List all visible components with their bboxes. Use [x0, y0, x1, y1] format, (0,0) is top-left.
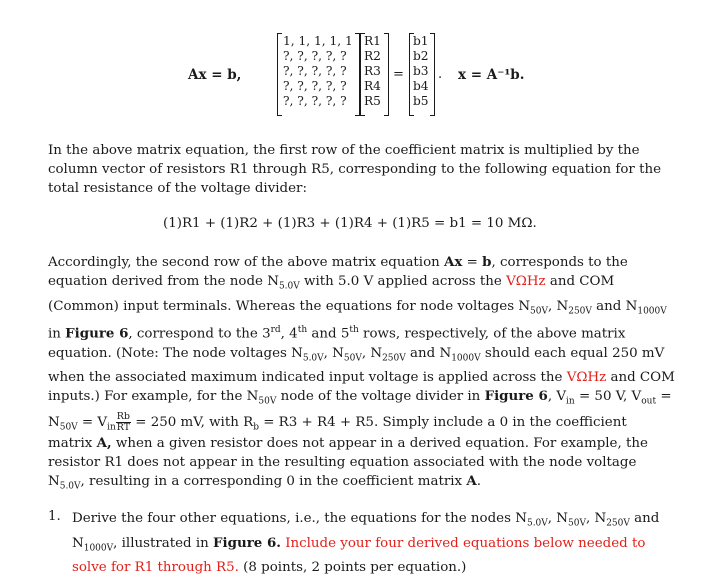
- b-entry: b5: [413, 94, 429, 108]
- vohz-terminal-label: VΩHz: [566, 370, 607, 386]
- question-number: 1.: [48, 509, 61, 524]
- coeff-row: ?, ?, ?, ?, ?: [283, 64, 347, 78]
- question-text: [72, 509, 682, 577]
- matrix-period: .: [438, 67, 443, 82]
- text-line: Derive the four other equations, i.e., the equations for the nodes $N_{5.0V}$, $N_{50V}$, $N_{250V}$ and: [72, 511, 660, 529]
- vohz-terminal-label: VΩHz: [506, 274, 546, 289]
- coeff-left-bracket: [277, 33, 282, 116]
- coeff-row: ?, ?, ?, ?, ?: [283, 49, 347, 63]
- intro-paragraph: [48, 141, 678, 198]
- text-line: total resistance of the voltage divider:: [48, 181, 307, 196]
- resistor-vector: [364, 34, 381, 109]
- text-line: inputs.) For example, for the $N_{50V}$ node of the voltage divider in Figure 6, $V_{in} = 50$ V, $V_{out}$ =: [48, 388, 672, 408]
- text-line: when the associated maximum indicated input voltage is applied across the VΩHz and COM: [48, 370, 675, 386]
- explanation-paragraph: [48, 253, 678, 497]
- text-line: $N_{1000V}$, illustrated in Figure 6. Include your four derived equations below needed to: [72, 534, 646, 554]
- coeff-row: 1, 1, 1, 1, 1: [283, 34, 353, 48]
- text-line: in Figure 6, correspond to the 3rd, 4th and 5th rows, respectively, of the above matrix: [48, 325, 626, 342]
- text-line: Accordingly, the second row of the above matrix equation Ax = b, corresponds to the: [48, 254, 628, 270]
- resistor-entry: R4: [364, 79, 381, 93]
- instruction-highlight: Include your four derived equations below needed to: [280, 535, 646, 551]
- solution-label: x = A⁻¹b.: [458, 67, 525, 83]
- r-right-bracket: [384, 33, 389, 116]
- resistor-entry: R1: [364, 34, 381, 48]
- coeff-row: ?, ?, ?, ?, ?: [283, 79, 347, 93]
- text-line: $N_{5.0V}$, resulting in a corresponding 0 in the coefficient matrix A.: [48, 473, 481, 492]
- text-line: $N_{50V} = V_{in}$ $\frac{Rb}{RT}$ = 250 mV, with $R_b = R3 + R4 + R5$. Simply include a 0 in the coefficient: [48, 411, 627, 434]
- b-entry: b1: [413, 34, 429, 48]
- coefficient-matrix: [283, 34, 353, 109]
- b-entry: b4: [413, 79, 429, 93]
- text-line: resistor R1 does not appear in the resulting equation associated with the node voltage: [48, 455, 637, 471]
- b-entry: b3: [413, 64, 429, 78]
- text-line: solve for R1 through R5. (8 points, 2 points per equation.): [72, 560, 467, 576]
- text-line: equation. (Note: The node voltages $N_{5.0V}$, $N_{50V}$, $N_{250V}$ and $N_{1000V}$ should each equal 250 mV: [48, 345, 665, 364]
- b-right-bracket: [430, 33, 435, 116]
- matrix-equals: =: [393, 67, 404, 82]
- text-line: column vector of resistors R1 through R5, corresponding to the following equation for the: [48, 162, 662, 177]
- divider-fraction: $\frac{Rb}{RT}$: [116, 411, 131, 434]
- text-line: equation derived from the node $N_{5.0V}$ with 5.0 V applied across the VΩHz and COM: [48, 274, 615, 292]
- resistor-entry: R5: [364, 94, 381, 108]
- text-line: In the above matrix equation, the first row of the coefficient matrix is multiplied by the: [48, 143, 640, 158]
- text-line: matrix A, when a given resistor does not appear in a derived equation. For example, the: [48, 435, 648, 452]
- resistor-entry: R2: [364, 49, 381, 63]
- coeff-row: ?, ?, ?, ?, ?: [283, 94, 347, 108]
- b-vector: [413, 34, 429, 109]
- instruction-highlight: solve for R1 through R5.: [72, 560, 239, 576]
- figure-reference: Figure 6: [65, 325, 129, 342]
- total-resistance-equation: (1)R1 + (1)R2 + (1)R3 + (1)R4 + (1)R5 = b1 = 10 MΩ.: [163, 216, 537, 231]
- b-entry: b2: [413, 49, 429, 63]
- lhs-label: Ax = b,: [188, 67, 242, 83]
- text-line: (Common) input terminals. Whereas the equations for node voltages $N_{50V}$, $N_{250V}$ and $N_{1000V}$: [48, 298, 667, 317]
- figure-reference: Figure 6.: [213, 534, 281, 551]
- resistor-entry: R3: [364, 64, 381, 78]
- figure-reference: Figure 6: [484, 388, 548, 405]
